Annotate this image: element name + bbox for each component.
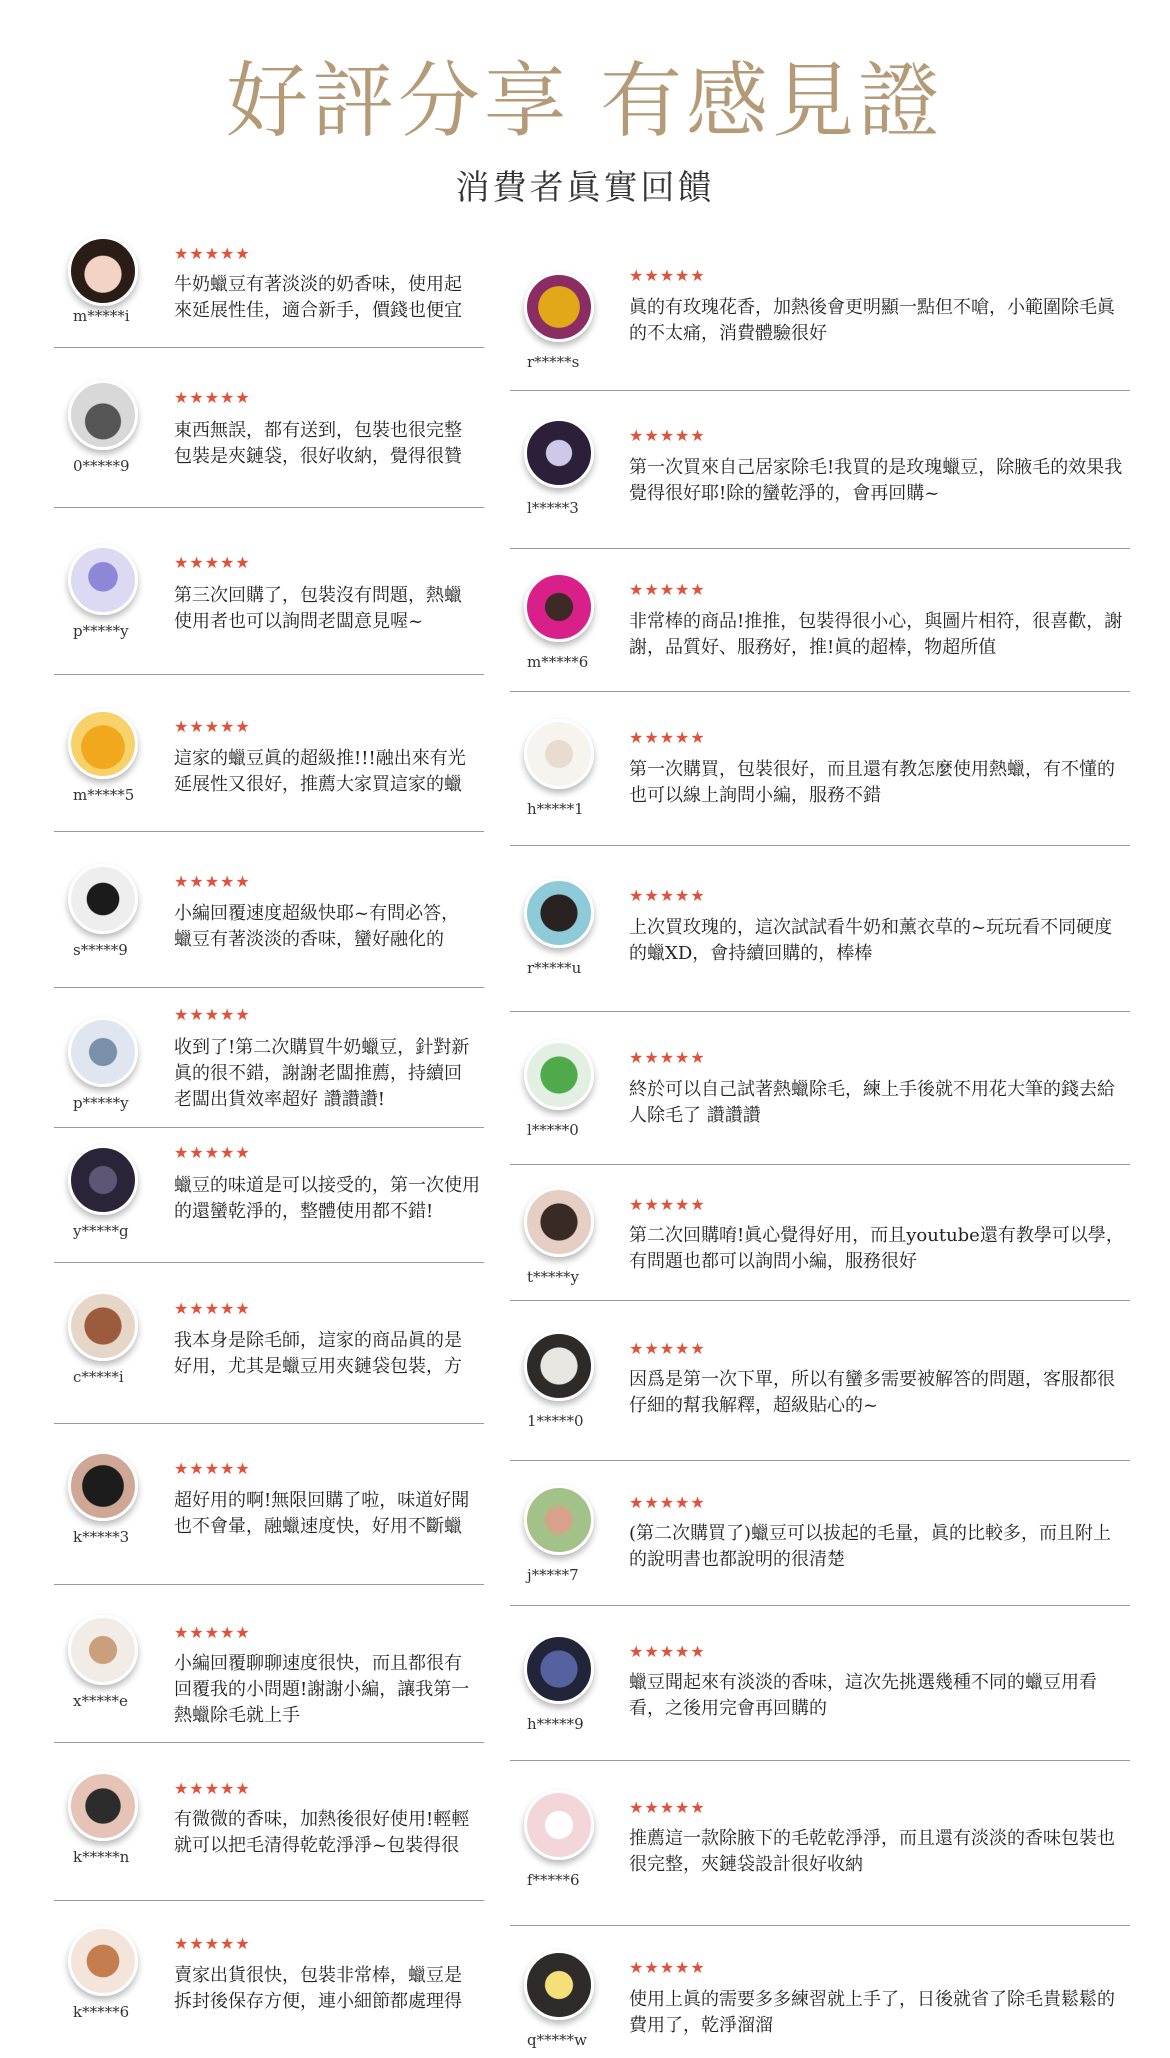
reviewer-username: 0*****9 — [73, 457, 130, 475]
reviewer-username: x*****e — [73, 1692, 128, 1710]
reviewer-username: c*****i — [73, 1368, 124, 1386]
review-divider — [510, 1300, 1130, 1301]
reviewer-avatar — [68, 1451, 138, 1521]
review-text: (第二次購買了)蠟豆可以拔起的毛量，眞的比較多，而且附上的說明書也都說明的很清楚 — [629, 1523, 1112, 1570]
reviewer-username: q*****w — [527, 2031, 587, 2049]
review-divider — [510, 691, 1130, 692]
reviewer-username: h*****1 — [527, 800, 584, 818]
reviewer-avatar — [68, 545, 138, 615]
reviewer-username: m*****5 — [73, 786, 135, 804]
reviewer-username: s*****9 — [73, 941, 128, 959]
rating-stars: ★★★★★ — [174, 872, 251, 891]
review-divider — [510, 1460, 1130, 1461]
rating-stars: ★★★★★ — [629, 1195, 706, 1214]
rating-stars: ★★★★★ — [174, 244, 251, 263]
review-divider — [54, 1423, 484, 1424]
review-divider — [510, 1925, 1130, 1926]
rating-stars: ★★★★★ — [174, 717, 251, 736]
review-text: 我本身是除毛師，這家的商品眞的是 好用，尤其是蠟豆用夾鏈袋包裝，方 — [174, 1330, 462, 1377]
page-title: 好評分享 有感見證 — [225, 54, 945, 149]
rating-stars: ★★★★★ — [629, 1048, 706, 1067]
review-text: 這家的蠟豆眞的超級推!!!融出來有光 延展性又很好，推薦大家買這家的蠟 — [174, 748, 466, 795]
review-divider — [510, 1164, 1130, 1165]
reviewer-avatar — [68, 1771, 138, 1841]
reviewer-username: m*****6 — [527, 653, 589, 671]
reviewer-username: k*****3 — [73, 1528, 130, 1546]
reviewer-username: y*****g — [73, 1222, 129, 1240]
rating-stars: ★★★★★ — [174, 1143, 251, 1162]
review-divider — [510, 1011, 1130, 1012]
rating-stars: ★★★★★ — [174, 1779, 251, 1798]
reviewer-avatar — [68, 864, 138, 934]
rating-stars: ★★★★★ — [174, 388, 251, 407]
review-text: 小編回覆速度超級快耶~有問必答， 蠟豆有著淡淡的香味，蠻好融化的 — [174, 903, 460, 950]
rating-stars: ★★★★★ — [629, 1642, 706, 1661]
review-divider — [54, 1584, 484, 1585]
review-text: 超好用的啊!無限回購了啦，味道好聞 也不會暈，融蠟速度快，好用不斷蠟 — [174, 1490, 470, 1537]
review-divider — [54, 1127, 484, 1128]
review-text: 第一次買來自己居家除毛!我買的是玫瑰蠟豆，除腋毛的效果我覺得很好耶!除的蠻乾淨的，會再回購~ — [629, 457, 1123, 504]
reviewer-avatar — [524, 1634, 594, 1704]
reviewer-avatar — [524, 572, 594, 642]
reviewer-avatar — [68, 1145, 138, 1215]
reviewer-avatar — [68, 709, 138, 779]
reviewer-avatar — [68, 1017, 138, 1087]
reviewer-username: t*****y — [527, 1268, 580, 1286]
reviewer-username: m*****i — [73, 307, 130, 325]
reviewer-avatar — [524, 1331, 594, 1401]
review-text: 第一次購買，包裝很好，而且還有教怎麼使用熱蠟，有不懂的也可以線上詢問小編，服務不錯 — [629, 759, 1115, 806]
rating-stars: ★★★★★ — [629, 1493, 706, 1512]
reviewer-username: k*****6 — [73, 2003, 130, 2021]
rating-stars: ★★★★★ — [174, 1459, 251, 1478]
rating-stars: ★★★★★ — [629, 580, 706, 599]
reviewer-avatar — [524, 272, 594, 342]
reviewer-avatar — [68, 236, 138, 306]
review-divider — [54, 831, 484, 832]
reviewer-avatar — [68, 1291, 138, 1361]
review-text: 眞的有玫瑰花香，加熱後會更明顯一點但不嗆，小範圍除毛眞的不太痛，消費體驗很好 — [629, 297, 1115, 344]
reviewer-avatar — [524, 1040, 594, 1110]
reviewer-avatar — [524, 1790, 594, 1860]
review-text: 上次買玫瑰的，這次試試看牛奶和薰衣草的~玩玩看不同硬度的蠟XD，會持續回購的，棒棒 — [629, 917, 1113, 964]
reviewer-avatar — [68, 1615, 138, 1685]
review-divider — [510, 548, 1130, 549]
review-text: 賣家出貨很快，包裝非常棒，蠟豆是 拆封後保存方便，連小細節都處理得 — [174, 1965, 462, 2012]
review-divider — [54, 1742, 484, 1743]
review-divider — [54, 987, 484, 988]
review-text: 有微微的香味，加熱後很好使用!輕輕 就可以把毛清得乾乾淨淨~包裝得很 — [174, 1809, 470, 1856]
rating-stars: ★★★★★ — [629, 1798, 706, 1817]
rating-stars: ★★★★★ — [174, 1299, 251, 1318]
review-divider — [54, 347, 484, 348]
rating-stars: ★★★★★ — [174, 1005, 251, 1024]
review-text: 小編回覆聊聊速度很快，而且都很有 回覆我的小問題!謝謝小編，讓我第一 熱蠟除毛就上手 — [174, 1653, 470, 1726]
reviewer-username: r*****u — [527, 959, 582, 977]
reviewer-avatar — [68, 1926, 138, 1996]
review-divider — [510, 845, 1130, 846]
reviewer-username: l*****3 — [527, 499, 579, 517]
review-text: 第三次回購了，包裝沒有問題，熱蠟 使用者也可以詢問老闆意見喔~ — [174, 585, 462, 632]
reviewer-username: r*****s — [527, 353, 580, 371]
review-text: 蠟豆的味道是可以接受的，第一次使用 的還蠻乾淨的，整體使用都不錯! — [174, 1175, 480, 1222]
reviewer-avatar — [524, 878, 594, 948]
reviewer-avatar — [524, 1187, 594, 1257]
review-divider — [510, 390, 1130, 391]
rating-stars: ★★★★★ — [629, 266, 706, 285]
review-text: 非常棒的商品!推推，包裝得很小心，與圖片相符，很喜歡，謝謝，品質好、服務好，推!眞的超棒，物超所值 — [629, 611, 1123, 658]
review-divider — [54, 1262, 484, 1263]
review-text: 收到了!第二次購買牛奶蠟豆，針對新 眞的很不錯，謝謝老闆推薦，持續回 老闆出貨效率超好 讚讚讚! — [174, 1037, 470, 1110]
rating-stars: ★★★★★ — [174, 1934, 251, 1953]
rating-stars: ★★★★★ — [629, 426, 706, 445]
review-text: 使用上眞的需要多多練習就上手了，日後就省了除毛貴鬆鬆的費用了，乾淨溜溜 — [629, 1989, 1115, 2036]
rating-stars: ★★★★★ — [174, 553, 251, 572]
review-divider — [510, 1605, 1130, 1606]
reviewer-username: f*****6 — [527, 1871, 580, 1889]
reviewer-username: 1*****0 — [527, 1412, 584, 1430]
review-text: 蠟豆聞起來有淡淡的香味，這次先挑選幾種不同的蠟豆用看看，之後用完會再回購的 — [629, 1672, 1097, 1719]
reviewer-avatar — [524, 1485, 594, 1555]
review-text: 第二次回購唷!眞心覺得好用，而且youtube還有教學可以學，有問題也都可以詢問小編，服務很好 — [629, 1225, 1124, 1272]
rating-stars: ★★★★★ — [629, 728, 706, 747]
rating-stars: ★★★★★ — [629, 886, 706, 905]
rating-stars: ★★★★★ — [629, 1339, 706, 1358]
review-divider — [510, 1760, 1130, 1761]
review-text: 牛奶蠟豆有著淡淡的奶香味，使用起 來延展性佳，適合新手，價錢也便宜 — [174, 274, 462, 321]
review-text: 因爲是第一次下單，所以有蠻多需要被解答的問題，客服都很仔細的幫我解釋，超級貼心的~ — [629, 1369, 1115, 1416]
right-review-column — [510, 0, 1130, 2058]
reviewer-avatar — [68, 380, 138, 450]
reviewer-username: p*****y — [73, 1094, 129, 1112]
reviewer-username: k*****n — [73, 1848, 130, 1866]
review-divider — [54, 507, 484, 508]
reviewer-avatar — [524, 418, 594, 488]
rating-stars: ★★★★★ — [174, 1623, 251, 1642]
left-review-column — [0, 0, 484, 2058]
review-divider — [54, 1900, 484, 1901]
review-text: 東西無誤，都有送到，包裝也很完整 包裝是夾鏈袋，很好收納，覺得很贊 — [174, 420, 462, 467]
reviewer-username: p*****y — [73, 622, 129, 640]
reviewer-username: j*****7 — [527, 1566, 579, 1584]
review-divider — [54, 674, 484, 675]
reviewer-avatar — [524, 719, 594, 789]
rating-stars: ★★★★★ — [629, 1958, 706, 1977]
review-text: 推薦這一款除腋下的毛乾乾淨淨，而且還有淡淡的香味包裝也很完整，夾鏈袋設計很好收納 — [629, 1828, 1115, 1875]
page-subtitle: 消費者眞實回饋 — [455, 168, 715, 208]
review-text: 終於可以自己試著熱蠟除毛，練上手後就不用花大筆的錢去給人除毛了 讚讚讚 — [629, 1079, 1115, 1126]
reviewer-username: h*****9 — [527, 1715, 584, 1733]
reviewer-avatar — [524, 1950, 594, 2020]
reviewer-username: l*****0 — [527, 1121, 579, 1139]
